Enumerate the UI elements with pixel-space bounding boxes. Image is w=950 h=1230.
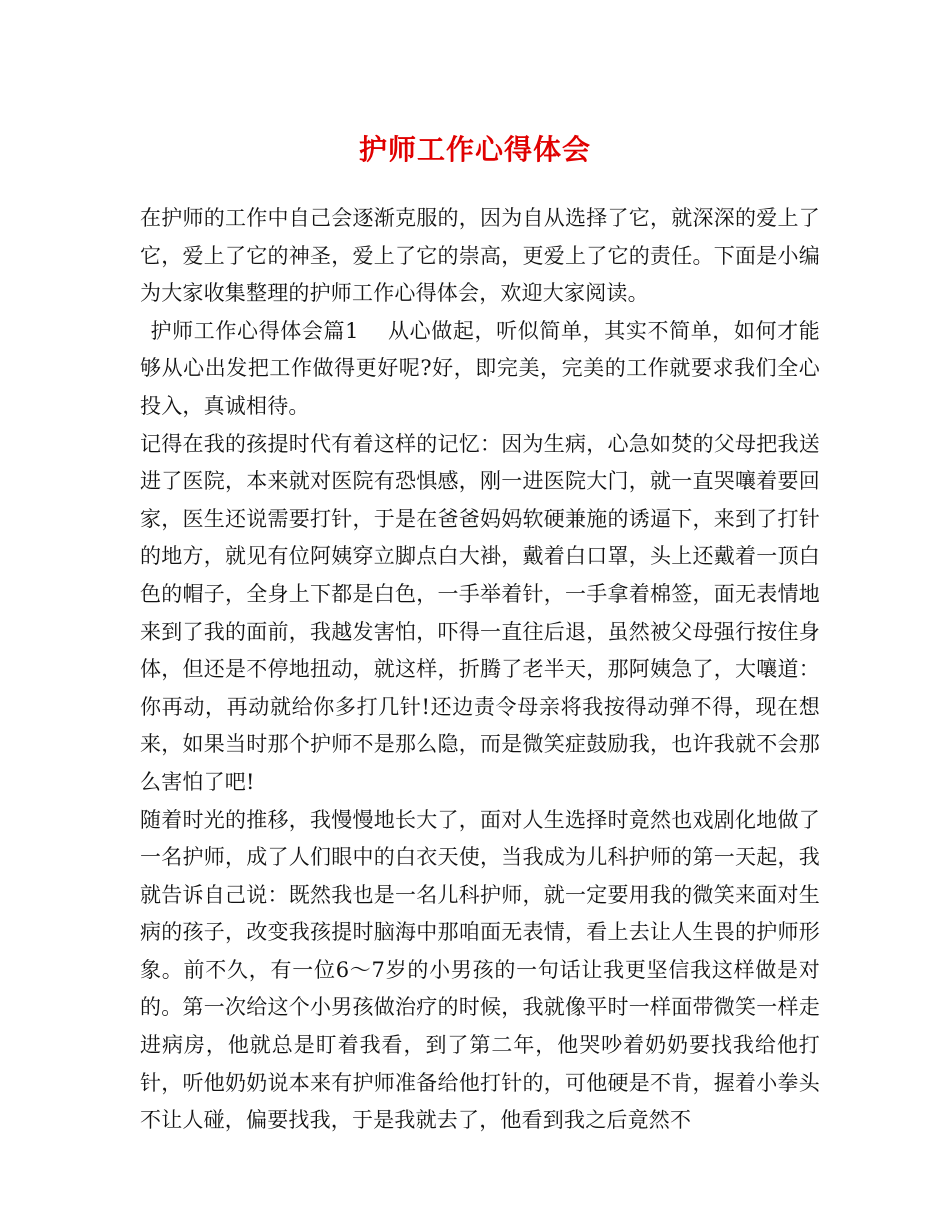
document-title: 护师工作心得体会: [358, 133, 591, 166]
document-body: [140, 200, 820, 1140]
paragraph-intro: 在护师的工作中自己会逐渐克服的，因为自从选择了它，就深深的爱上了它，爱上了它的神圣，爱上了它的崇高，更爱上了它的责任。下面是小编为大家收集整理的护师工作心得体会，欢迎大家阅读。: [140, 206, 820, 306]
paragraph-childhood-memory: 记得在我的孩提时代有着这样的记忆：因为生病，心急如焚的父母把我送进了医院，本来就对医院有恐惧感，刚一进医院大门，就一直哭嚷着要回家，医生还说需要打针，于是在爸爸妈妈软硬兼施的诱逼下，来到了打针的地方，就见有位阿姨穿立脚点白大褂，戴着白口罩，头上还戴着一顶白色的帽子，全身上下都是白色，一手举着针，一手拿着棉签，面无表情地来到了我的面前，我越发害怕，吓得一直往后退，虽然被父母强行按住身体，但还是不停地扭动，就这样，折腾了老半天，那阿姨急了，大嚷道：你再动，再动就给你多打几针!还边责令母亲将我按得动弹不得，现在想来，如果当时那个护师不是那么隐，而是微笑症鼓励我，也许我就不会那么害怕了吧!: [140, 431, 820, 794]
paragraph-growing-up: 随着时光的推移，我慢慢地长大了，面对人生选择时竟然也戏剧化地做了一名护师，成了人们眼中的白衣天使，当我成为儿科护师的第一天起，我就告诉自己说：既然我也是一名儿科护师，就一定要用我的微笑来面对生病的孩子，改变我孩提时脑海中那咱面无表情，看上去让人生畏的护师形象。前不久，有一位6～7岁的小男孩的一句话让我更坚信我这样做是对的。第一次给这个小男孩做治疗的时候，我就像平时一样面带微笑一样走进病房，他就总是盯着我看，到了第二年，他哭吵着奶奶要找我给他打针，听他奶奶说本来有护师准备给他打针的，可他硬是不肯，握着小拳头不让人碰，偏要找我，于是我就去了，他看到我之后竟然不: [140, 807, 820, 1133]
paragraph-article-1-opening: 护师工作心得体会篇1 从心做起，听似简单，其实不简单，如何才能够从心出发把工作做得更好呢?好，即完美，完美的工作就要求我们全心投入，真诚相待。: [140, 318, 820, 418]
